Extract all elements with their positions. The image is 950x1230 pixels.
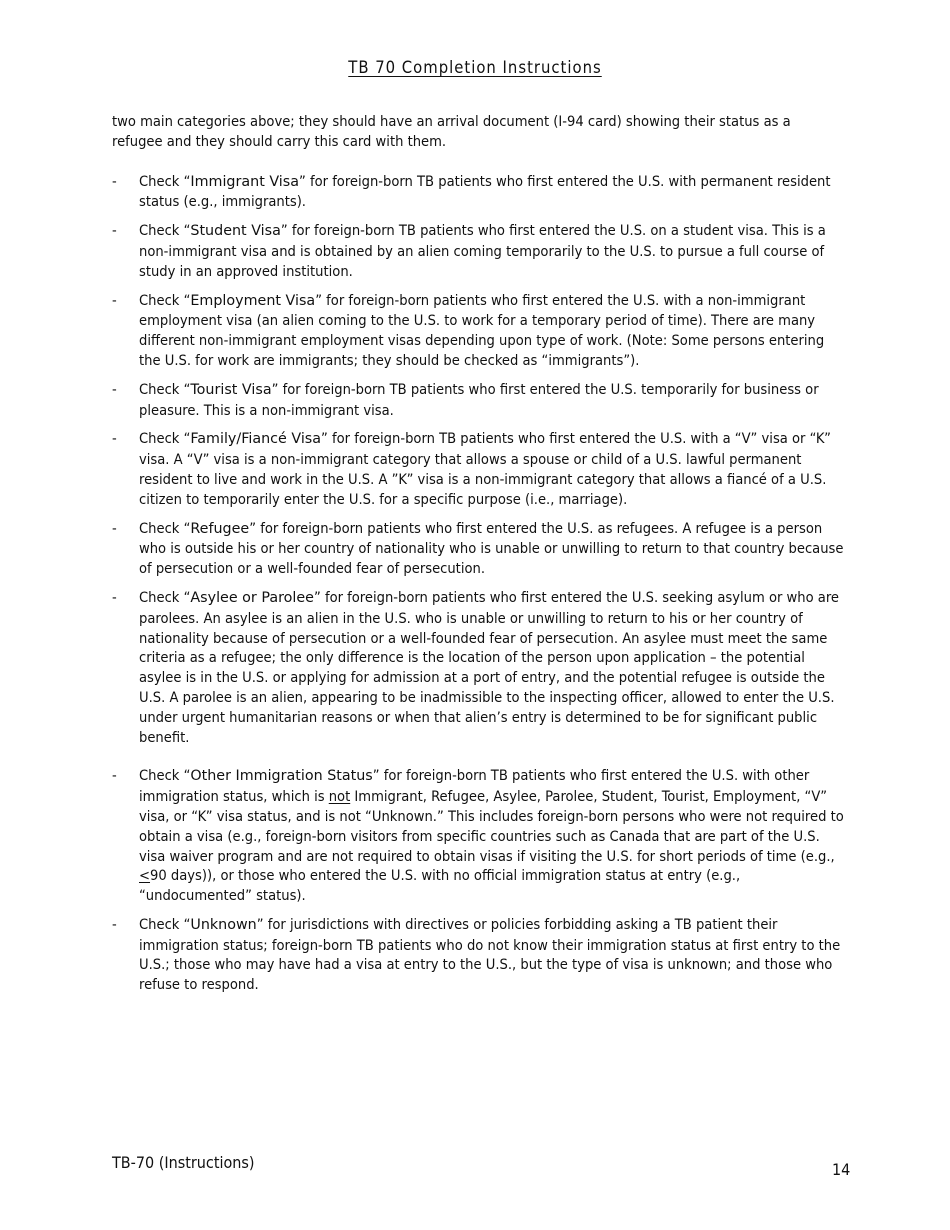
bullet-dash: - xyxy=(112,519,117,537)
bullet-dash: - xyxy=(112,291,117,309)
bullet-dash: - xyxy=(112,172,117,190)
list-item-refugee: - Check “Refugee” for foreign-born patients who first entered the U.S. as refugees. A refugee is a person who is outside his or her country of nationality who is unable or unwilling to return to that country because of persecution or a well-founded fear of persecution. xyxy=(112,519,844,578)
bullet-dash: - xyxy=(112,430,117,448)
term-label: Employment Visa xyxy=(190,292,316,309)
page-title: TB 70 Completion Instructions xyxy=(348,58,602,77)
term-label: Asylee or Parolee xyxy=(190,589,314,606)
list-item-other-immigration-status: - Check “Other Immigration Status” for foreign-born TB patients who first entered the U.S. with other immigration status, which is not Immigrant, Refugee, Asylee, Parolee, Student, Tourist, Employment, “V” visa, or “K” visa status, and is not “Unknown.” This includes foreign-born persons who were not required to obtain a visa (e.g., foreign-born visitors from specific countries such as Canada that are part of the U.S. visa waiver program and are not required to obtain visas if visiting the U.S. for short periods of time (e.g., <90 days)), or those who entered the U.S. with no official immigration status at entry (e.g., “undocumented” status). xyxy=(112,767,844,905)
bullet-dash: - xyxy=(112,767,117,785)
bullet-dash: - xyxy=(112,380,117,398)
bullet-dash: - xyxy=(112,222,117,240)
bullet-dash: - xyxy=(112,588,117,606)
term-label: Family/Fiancé Visa xyxy=(190,431,322,448)
term-label: Tourist Visa xyxy=(190,381,272,398)
term-label: Immigrant Visa xyxy=(190,173,299,190)
list-item-immigrant-visa: - Check “Immigrant Visa” for foreign-born TB patients who first entered the U.S. with permanent resident status (e.g., immigrants). xyxy=(112,172,831,211)
list-item-employment-visa: - Check “Employment Visa” for foreign-born patients who first entered the U.S. with a non-immigrant employment visa (an alien coming to the U.S. to work for a temporary period of time). There are many different non-immigrant employment visas depending upon type of work. (Note: Some persons entering the U.S. for work are immigrants; they should be checked as “immigrants”). xyxy=(112,291,825,369)
term-label: Student Visa xyxy=(190,223,281,240)
document-body xyxy=(112,112,844,1004)
underlined-not: not xyxy=(328,788,351,806)
term-label: Other Immigration Status xyxy=(190,768,373,785)
less-than-or-equal-symbol: < xyxy=(139,867,151,885)
list-item-tourist-visa: - Check “Tourist Visa” for foreign-born TB patients who first entered the U.S. temporarily for business or pleasure. This is a non-immigrant visa. xyxy=(112,380,819,419)
footer-form-name: TB-70 (Instructions) xyxy=(112,1153,255,1172)
list-item-unknown: - Check “Unknown” for jurisdictions with directives or policies forbidding asking a TB patient their immigration status; foreign-born TB patients who do not know their immigration status at first entry to the U.S.; those who may have had a visa at entry to the U.S., but the type of visa is unknown; and those who refuse to respond. xyxy=(112,915,841,994)
list-item-student-visa: - Check “Student Visa” for foreign-born TB patients who first entered the U.S. on a student visa. This is a non-immigrant visa and is obtained by an alien coming temporarily to the U.S. to pursue a full course of study in an approved institution. xyxy=(112,222,826,280)
intro-paragraph: two main categories above; they should have an arrival document (I-94 card) showing their status as a refugee and they should carry this card with them. xyxy=(112,113,791,150)
page-number: 14 xyxy=(832,1160,851,1179)
list-item-family-fiance-visa: - Check “Family/Fiancé Visa” for foreign-born TB patients who first entered the U.S. with a “V” visa or “K” visa. A “V” visa is a non-immigrant category that allows a spouse or child of a U.S. lawful permanent resident to live and work in the U.S. A ”K” visa is a non-immigrant category that allows a fiancé of a U.S. citizen to temporarily enter the U.S. for a specific purpose (i.e., marriage). xyxy=(112,430,831,508)
list-item-asylee-parolee: - Check “Asylee or Parolee” for foreign-born patients who first entered the U.S. seeking asylum or who are parolees. An asylee is an alien in the U.S. who is unable or unwilling to return to his or her country of nationality because of persecution or a well-founded fear of persecution. An asylee must meet the same criteria as a refugee; the only difference is the location of the person upon application – the potential asylee is in the U.S. or applying for admission at a port of entry, and the potential refugee is outside the U.S. A parolee is an alien, appearing to be inadmissible to the inspecting officer, allowed to enter the U.S. under urgent humanitarian reasons or when that alien’s entry is determined to be for significant public benefit. xyxy=(112,588,840,746)
bullet-dash: - xyxy=(112,915,117,933)
term-label: Unknown xyxy=(190,916,257,933)
term-label: Refugee xyxy=(190,520,250,537)
